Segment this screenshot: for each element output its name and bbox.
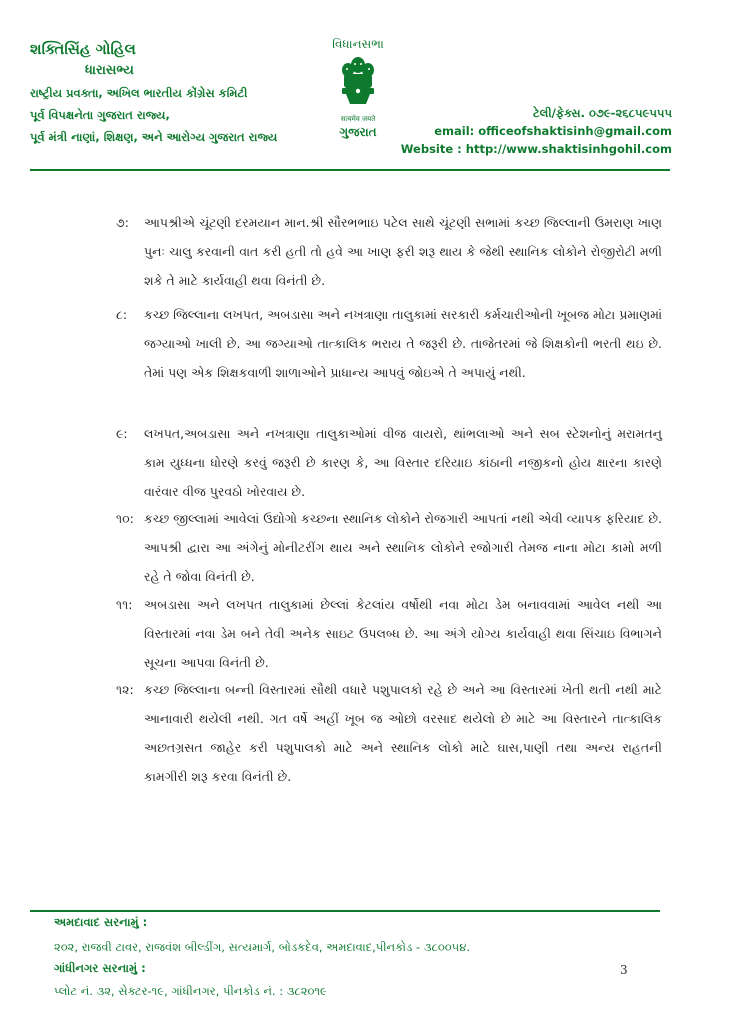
emblem-motto: सत्यमेव जयते <box>340 115 376 123</box>
page-number: 3 <box>620 963 628 977</box>
numbered-paragraph <box>116 300 662 387</box>
state-label: ગુજરાત <box>339 125 377 139</box>
sender-name: શક્તિસિંહ ગોહિલ <box>30 40 136 58</box>
paragraph-number: ૧૨: <box>116 682 134 697</box>
paragraph-number: ૧૧: <box>116 597 133 612</box>
sender-title-line: રાષ્ટ્રીય પ્રવક્તા, અખિલ ભારતીય કોંગ્રેસ કમિટી <box>30 86 248 100</box>
numbered-paragraph <box>116 590 662 677</box>
letterhead-contact <box>401 104 672 158</box>
paragraph-number: ૭: <box>116 215 129 230</box>
paragraph-text: કચ્છ જીલ્લામાં આવેલાં ઉદ્યોગો કચ્છના સ્થાનિક લોકોને રોજગારી આપતાં નથી એવી વ્યાપક ફરિયાદ છે. આપશ્રી દ્વારા આ અંગેનું મોનીટરીંગ થાય અને સ્થાનિક લોકોને રજોગારી તેમજ નાના મોટા કામો મળી રહે તે જોવા વિનંતી છે. <box>144 511 662 584</box>
paragraph-text: કચ્છ જિલ્લાના બન્ની વિસ્તારમાં સૌથી વધારે પશુપાલકો રહે છે અને આ વિસ્તારમાં ખેતી થતી નથી માટે આનાવારી થયેલી નથી. ગત વર્ષે અહીં ખૂબ જ ઓછો વરસાદ થયેલો છે માટે આ વિસ્તારને તાત્કાલિક અછતગ્રસત જાહેર કરી પશુપાલકો માટે અને સ્થાનિક લોકો માટે ઘાસ,પાણી તથા અન્ય રાહતની કામગીરી શરૂ કરવા વિનંતી છે. <box>144 682 662 784</box>
paragraph-number: ૯: <box>116 426 128 441</box>
vidhansabha-label: વિધાનસભા <box>332 37 384 51</box>
gandhinagar-address-heading: ગાંધીનગર સરનામું : <box>54 961 146 975</box>
ashoka-emblem-icon <box>338 56 378 114</box>
sender-role: ધારાસભ્ય <box>85 63 134 78</box>
paragraph-text: કચ્છ જિલ્લાના લખપત, અબડાસા અને નખત્રાણા તાલુકામાં સરકારી કર્મચારીઓની ખૂબજ મોટા પ્રમાણમાં જગ્યાઓ ખાલી છે. આ જગ્યાઓ તાત્કાલિક ભરાય તે જરૂરી છે. તાજેતરમાં જે શિક્ષકોની ભરતી થઇ છે. તેમાં પણ એક શિક્ષકવાળી શાળાઓને પ્રાધાન્ય આપવું જોઇએ તે અપાયું નથી. <box>144 307 663 380</box>
letterhead-divider <box>30 169 670 171</box>
numbered-paragraph <box>116 675 662 791</box>
ahmedabad-address: ૨૦૨, રાજવી ટાવર, રાજવંશ બીલ્ડીંગ, સત્યમાર્ગ, બોડકદેવ, અમદાવાદ,પીનકોડ - ૩૮૦૦૫૪. <box>54 940 471 954</box>
letterhead-sender <box>30 38 330 148</box>
numbered-paragraph <box>116 208 662 295</box>
phone-fax: ટેલી/ફેક્સ. ૦૭૯-૨૬૮૫૯૫૫૫ <box>532 106 672 120</box>
ahmedabad-address-heading: અમદાવાદ સરનામું : <box>54 915 148 929</box>
sender-title-line: પૂર્વ વિપક્ષનેતા ગુજરાત રાજ્ય, <box>30 108 170 122</box>
sender-title-line: પૂર્વ મંત્રી નાણાં, શિક્ષણ, અને આરોગ્ય ગુજરાત રાજ્ય <box>30 130 278 144</box>
paragraph-number: ૮: <box>116 307 128 322</box>
letterhead-emblem-block <box>318 36 398 140</box>
paragraph-text: આપશ્રીએ ચૂંટણી દરમયાન માન.શ્રી સૌરભભાઇ પટેલ સાથે ચૂંટણી સભામાં કચ્છ જિલ્લાની ઉમરાણ ખાણ પુનઃ ચાલુ કરવાની વાત કરી હતી તો હવે આ ખાણ ફરી શરૂ થાય કે જેથી સ્થાનિક લોકોને રોજીરોટી મળી શકે તે માટે કાર્યવાહી થવા વિનંતી છે. <box>144 215 662 288</box>
numbered-paragraph <box>116 419 662 506</box>
paragraph-number: ૧૦: <box>116 511 134 526</box>
footer-divider <box>30 910 660 912</box>
paragraph-text: અબડાસા અને લખપત તાલુકામાં છેલ્લાં કેટલાંય વર્ષોથી નવા મોટા ડેમ બનાવવામાં આવેલ નથી આ વિસ્તારમાં નવા ડેમ બને તેવી અનેક સાઇટ ઉપલબ્ધ છે. આ અંગે યોગ્ય કાર્યવાહી થવા સિંચાઇ વિભાગને સૂચના આપવા વિનંતી છે. <box>144 597 662 670</box>
paragraph-text: લખપત,અબડાસા અને નખત્રાણા તાલુકાઓમાં વીજ વાયરો, થાંભલાઓ અને સબ સ્ટેશનોનું મરામતનુ કામ યુધ્ધના ધોરણે કરવું જરૂરી છે કારણ કે, આ વિસ્તાર દરિયાઇ કાંઠાની નજીકનો હોય ક્ષારના કારણે વારંવાર વીજ પુરવઠો ખોરવાય છે. <box>144 426 662 499</box>
gandhinagar-address: પ્લોટ નં. ૩૨, સેક્ટર-૧૯, ગાંધીનગર, પીનકોડ નં. : ૩૮૨૦૧૯ <box>54 984 327 998</box>
website-address: Website : http://www.shaktisinhgohil.com <box>400 142 672 156</box>
email-address: email: officeofshaktisinh@gmail.com <box>434 124 672 138</box>
numbered-paragraph <box>116 504 662 591</box>
